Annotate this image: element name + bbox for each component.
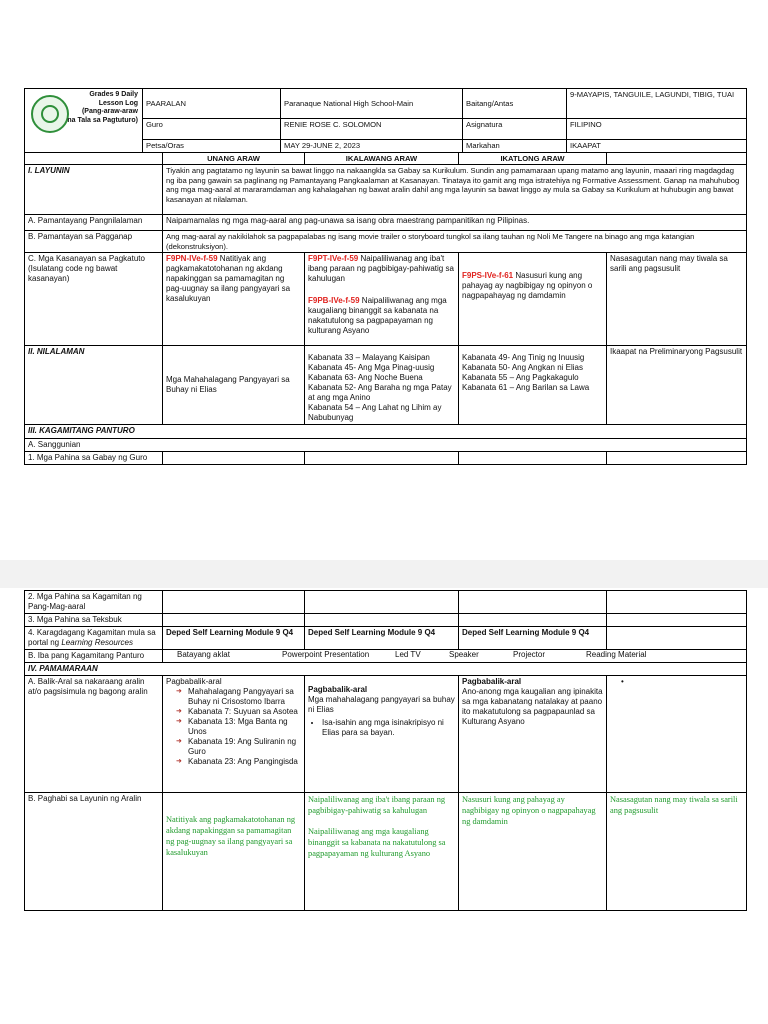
log-title: Grades 9 Daily Lesson Log (Pang-araw-araw na Tala sa Pagtuturo): [67, 91, 138, 124]
layunin-text: Tiyakin ang pagtatamo ng layunin sa bawat linggo na nakaangkla sa Gabay sa Kurikulum. Sundin ang pamamaraan upang matamo ang layunin, maaari ring magdagdag ng iba pang gawain sa paglinang ng Pamantayang Pangkaalaman at Kasanayan. Tinataya ito gamit ang mga istratehiya ng Formative Assessment. Ganap na mahuhubog ang mga mag-aaral at mararamdaman ang kahalagahan ng bawat aralin dahil ang mga layunin sa bawat linggo ay mula sa Gabay sa Kurikulum at huhubugin ang bawat kasanayan at nilalaman.: [163, 165, 747, 215]
header-table: [24, 88, 747, 153]
nilalaman-day-2: Kabanata 33 – Malayang Kaisipan Kabanata 45- Ang Mga Pinag-uusig Kabanata 63- Ang Noche Buena Kabanata 52- Ang Baraha ng mga Patay at ang mga Anino Kabanata 54 – Ang Lahat ng Lihim ay Nabubunyag: [305, 346, 459, 425]
day-1-header: UNANG ARAW: [163, 153, 305, 165]
deped-module-day-1: Deped Self Learning Module 9 Q4: [163, 627, 305, 650]
pangnilalaman-text: Naipamamalas ng mga mag-aaral ang pag-unawa sa isang obra maestrang pampanitikan ng Pilipinas.: [163, 215, 747, 231]
nilalaman-day-4: Ikaapat na Preliminaryong Pagsusulit: [607, 346, 747, 425]
competency-code: F9PN-IVe-f-59: [166, 254, 218, 264]
kagamitan-label: III. KAGAMITANG PANTURO: [25, 425, 747, 439]
kasanayan-day-1: F9PN-IVe-f-59 Natitiyak ang pagkamakatotohanan ng akdang napakinggan sa pamamagitan ng pag-uugnay sa ilang pangyayari sa kasalukuyan: [163, 253, 305, 346]
paghabi-day-1: Natitiyak ang pagkamakatotohanan ng akdang napakinggan sa pamamagitan ng pag-uugnay sa ilang pangyayari sa kasalukuyan: [163, 793, 305, 911]
asignatura-label: Asignatura: [463, 119, 567, 140]
baitang-value: 9-MAYAPIS, TANGUILE, LAGUNDI, TIBIG, TUAI: [567, 89, 747, 119]
kasanayan-day-2: F9PT-IVe-f-59 Naipaliliwanag ang iba't ibang paraan ng pagbibigay-pahiwatig sa kahulugan F9PB-IVe-f-59 Naipaliliwanag ang mga kaugaliang binanggit sa kabanata na nakatutulong sa pagpapayaman ng kulturang Asyano: [305, 253, 459, 346]
paaralan-value: Paranaque National High School-Main: [281, 89, 463, 119]
guro-value: RENIE ROSE C. SOLOMON: [281, 119, 463, 140]
competency-code: F9PB-IVe-f-59: [308, 296, 360, 306]
balik-aral-day-3: Pagbabalik-aral Ano-anong mga kaugalian ang ipinakita sa mga kabanatang natalakay at paano ito makatutulong sa pagpapaunlad sa Kulturang Asyano: [459, 676, 607, 793]
balik-aral-day-2: Pagbabalik-aral Mga mahahalagang pangyayari sa buhay ni Elias • Isa-isahin ang mga isinakripisyo ni Elias para sa bayan.: [305, 676, 459, 793]
layunin-label: I. LAYUNIN: [25, 165, 163, 215]
paghabi-day-2: Naipaliliwanag ang iba't ibang paraan ng pagbibigay-pahiwatig sa kahulugan Naipaliliwanag ang mga kaugaliang binanggit sa kabanata na nakatutulong sa pagpapayaman ng kulturang Asyano: [305, 793, 459, 911]
nilalaman-label: II. NILALAMAN: [25, 346, 163, 425]
list-item: ➜ Kabanata 7: Suyuan sa Asotea: [176, 707, 301, 717]
day-2-header: IKALAWANG ARAW: [305, 153, 459, 165]
pagganap-text: Ang mag-aaral ay nakikilahok sa pagpapalabas ng isang movie trailer o storyboard tungkol sa ilang tauhan ng Noli Me Tangere na binago ang mga katangian (dekonstruksiyon).: [163, 231, 747, 253]
list-item: ➜ Kabanata 13: Mga Banta ng Unos: [176, 717, 301, 737]
paaralan-label: PAARALAN: [143, 89, 281, 119]
list-item: ➜ Mahahalagang Pangyayari sa Buhay ni Crisostomo Ibarra: [176, 687, 301, 707]
pangnilalaman-label: A. Pamantayang Pangnilalaman: [25, 215, 163, 231]
teksbuk-label: 3. Mga Pahina sa Teksbuk: [25, 614, 163, 627]
list-item: • Isa-isahin ang mga isinakripisyo ni Elias para sa bayan.: [322, 718, 455, 738]
deped-module-day-2: Deped Self Learning Module 9 Q4: [305, 627, 459, 650]
kasanayan-day-4: Nasasagutan nang may tiwala sa sarili ang pagsusulit: [607, 253, 747, 346]
paghabi-label: B. Paghabi sa Layunin ng Aralin: [25, 793, 163, 911]
balik-aral-label: A. Balik-Aral sa nakaraang aralin at/o pagsisimula ng bagong aralin: [25, 676, 163, 793]
kagamitan-pang-magaaral-label: 2. Mga Pahina sa Kagamitan ng Pang-Mag-aaral: [25, 591, 163, 614]
pamamaraan-label: IV. PAMAMARAAN: [25, 663, 747, 676]
pagganap-label: B. Pamantayan sa Pagganap: [25, 231, 163, 253]
iba-pang-kagamitan-label: B. Iba pang Kagamitang Panturo: [25, 650, 163, 663]
competency-code: F9PS-IVe-f-61: [462, 271, 514, 281]
karagdagang-label: 4. Karagdagang Kagamitan mula sa portal ng Learning Resources: [25, 627, 163, 650]
petsa-value: MAY 29-JUNE 2, 2023: [281, 140, 463, 153]
iba-pang-kagamitan-list: Batayang aklat Powerpoint Presentation Led TV Speaker Projector Reading Material: [163, 650, 747, 663]
deped-module-day-3: Deped Self Learning Module 9 Q4: [459, 627, 607, 650]
kasanayan-label: C. Mga Kasanayan sa Pagkatuto (Isulatang code ng bawat kasanayan): [25, 253, 163, 346]
gabay-guro-label: 1. Mga Pahina sa Gabay ng Guro: [25, 452, 163, 465]
lesson-log-page-2: [0, 588, 768, 1024]
balik-aral-day-4: •: [607, 676, 747, 793]
nilalaman-day-3: Kabanata 49- Ang Tinig ng Inuusig Kabanata 50- Ang Angkan ni Elias Kabanata 55 – Ang Pagkakagulo Kabanata 61 – Ang Barilan sa Lawa: [459, 346, 607, 425]
school-logo-cell: [25, 89, 143, 153]
main-table-part-2: [24, 590, 747, 911]
list-item: ➜ Kabanata 19: Ang Suliranin ng Guro: [176, 737, 301, 757]
guro-label: Guro: [143, 119, 281, 140]
paghabi-day-4: Nasasagutan nang may tiwala sa sarili ang pagsusulit: [607, 793, 747, 911]
kasanayan-day-3: F9PS-IVe-f-61 Nasusuri kung ang pahayag ay nagbibigay ng opinyon o nagpapahayag ng damdamin: [459, 253, 607, 346]
balik-aral-day-1: Pagbabalik-aral ➜ Mahahalagang Pangyayari sa Buhay ni Crisostomo Ibarra ➜ Kabanata 7: Suyuan sa Asotea ➜ Kabanata 13: Mga Banta ng Unos ➜ Kabanata 19: Ang Suliranin ng Guro ➜ Kabanata 23: Ang Pangingisda: [163, 676, 305, 793]
petsa-label: Petsa/Oras: [143, 140, 281, 153]
day-3-header: IKATLONG ARAW: [459, 153, 607, 165]
sanggunian-label: A. Sanggunian: [25, 439, 747, 452]
main-table-part-1: [24, 152, 747, 465]
competency-code: F9PT-IVe-f-59: [308, 254, 359, 264]
nilalaman-day-1: Mga Mahahalagang Pangyayari sa Buhay ni Elias: [163, 346, 305, 425]
paghabi-day-3: Nasusuri kung ang pahayag ay nagbibigay ng opinyon o nagpapahayag ng damdamin: [459, 793, 607, 911]
markahan-label: Markahan: [463, 140, 567, 153]
list-item: ➜ Kabanata 23: Ang Pangingisda: [176, 757, 301, 767]
markahan-value: IKAAPAT: [567, 140, 747, 153]
page-gap: [0, 560, 768, 588]
baitang-label: Baitang/Antas: [463, 89, 567, 119]
asignatura-value: FILIPINO: [567, 119, 747, 140]
deped-seal-icon: [31, 95, 69, 133]
